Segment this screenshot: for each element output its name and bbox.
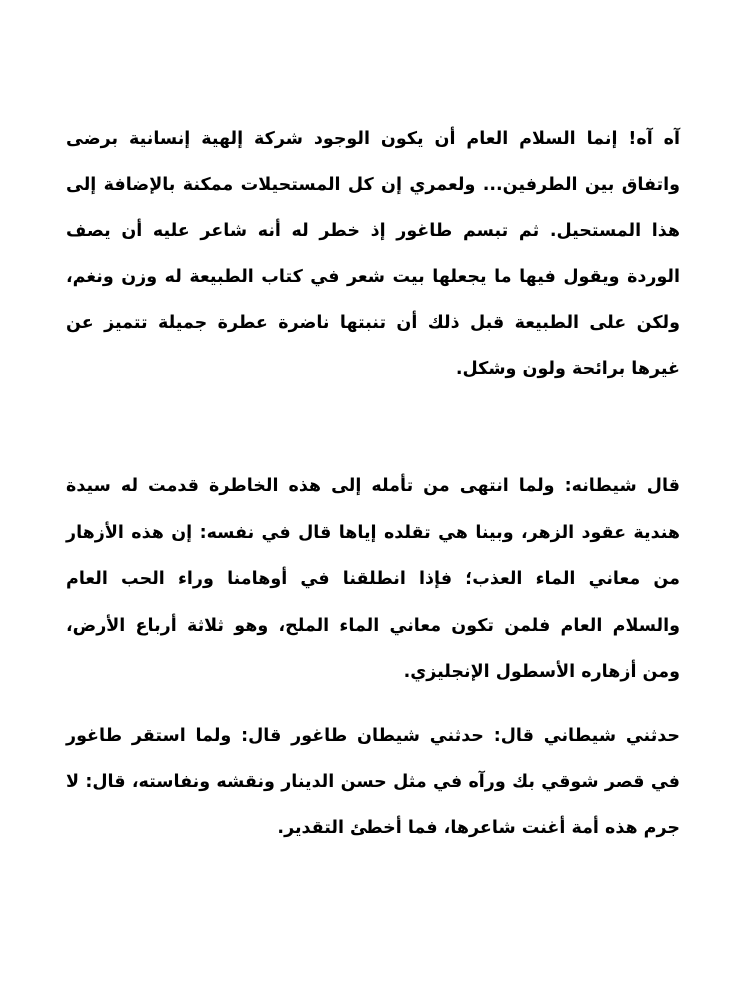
paragraph-2: قال شيطانه: ولما انتهى من تأمله إلى هذه الخاطرة قدمت له سيدة هندية عقود الزهر، وبينا هي تقلده إياها قال في نفسه: إن هذه الأزهار من معاني الماء العذب؛ فإذا انطلقنا في أوهامنا وراء الحب العام والسلام العام فلمن تكون معاني الماء الملح، وهو ثلاثة أرباع الأرض، ومن أزهاره الأسطول الإنجليزي. [66, 476, 680, 682]
paragraph-1: آه آه! إنما السلام العام أن يكون الوجود شركة إلهية إنسانية برضى واتفاق بين الطرفين... ولعمري إن كل المستحيلات ممكنة بالإضافة إلى هذا المستحيل. ثم تبسم طاغور إذ خطر له أنه شاعر عليه أن يصف الوردة ويقول فيها ما يجعلها بيت شعر في كتاب الطبيعة له وزن ونغم، ولكن على الطبيعة قبل ذلك أن تنبتها ناضرة عطرة جميلة تتميز عن غيرها برائحة ولون وشكل. [66, 129, 680, 379]
paragraph-3: حدثني شيطاني قال: حدثني شيطان طاغور قال: ولما استقر طاغور في قصر شوقي بك ورآه في مثل حسن الدينار ونقشه ونفاسته، قال: لا جرم هذه أمة أغنت شاعرها، فما أخطئ التقدير. [66, 726, 680, 838]
